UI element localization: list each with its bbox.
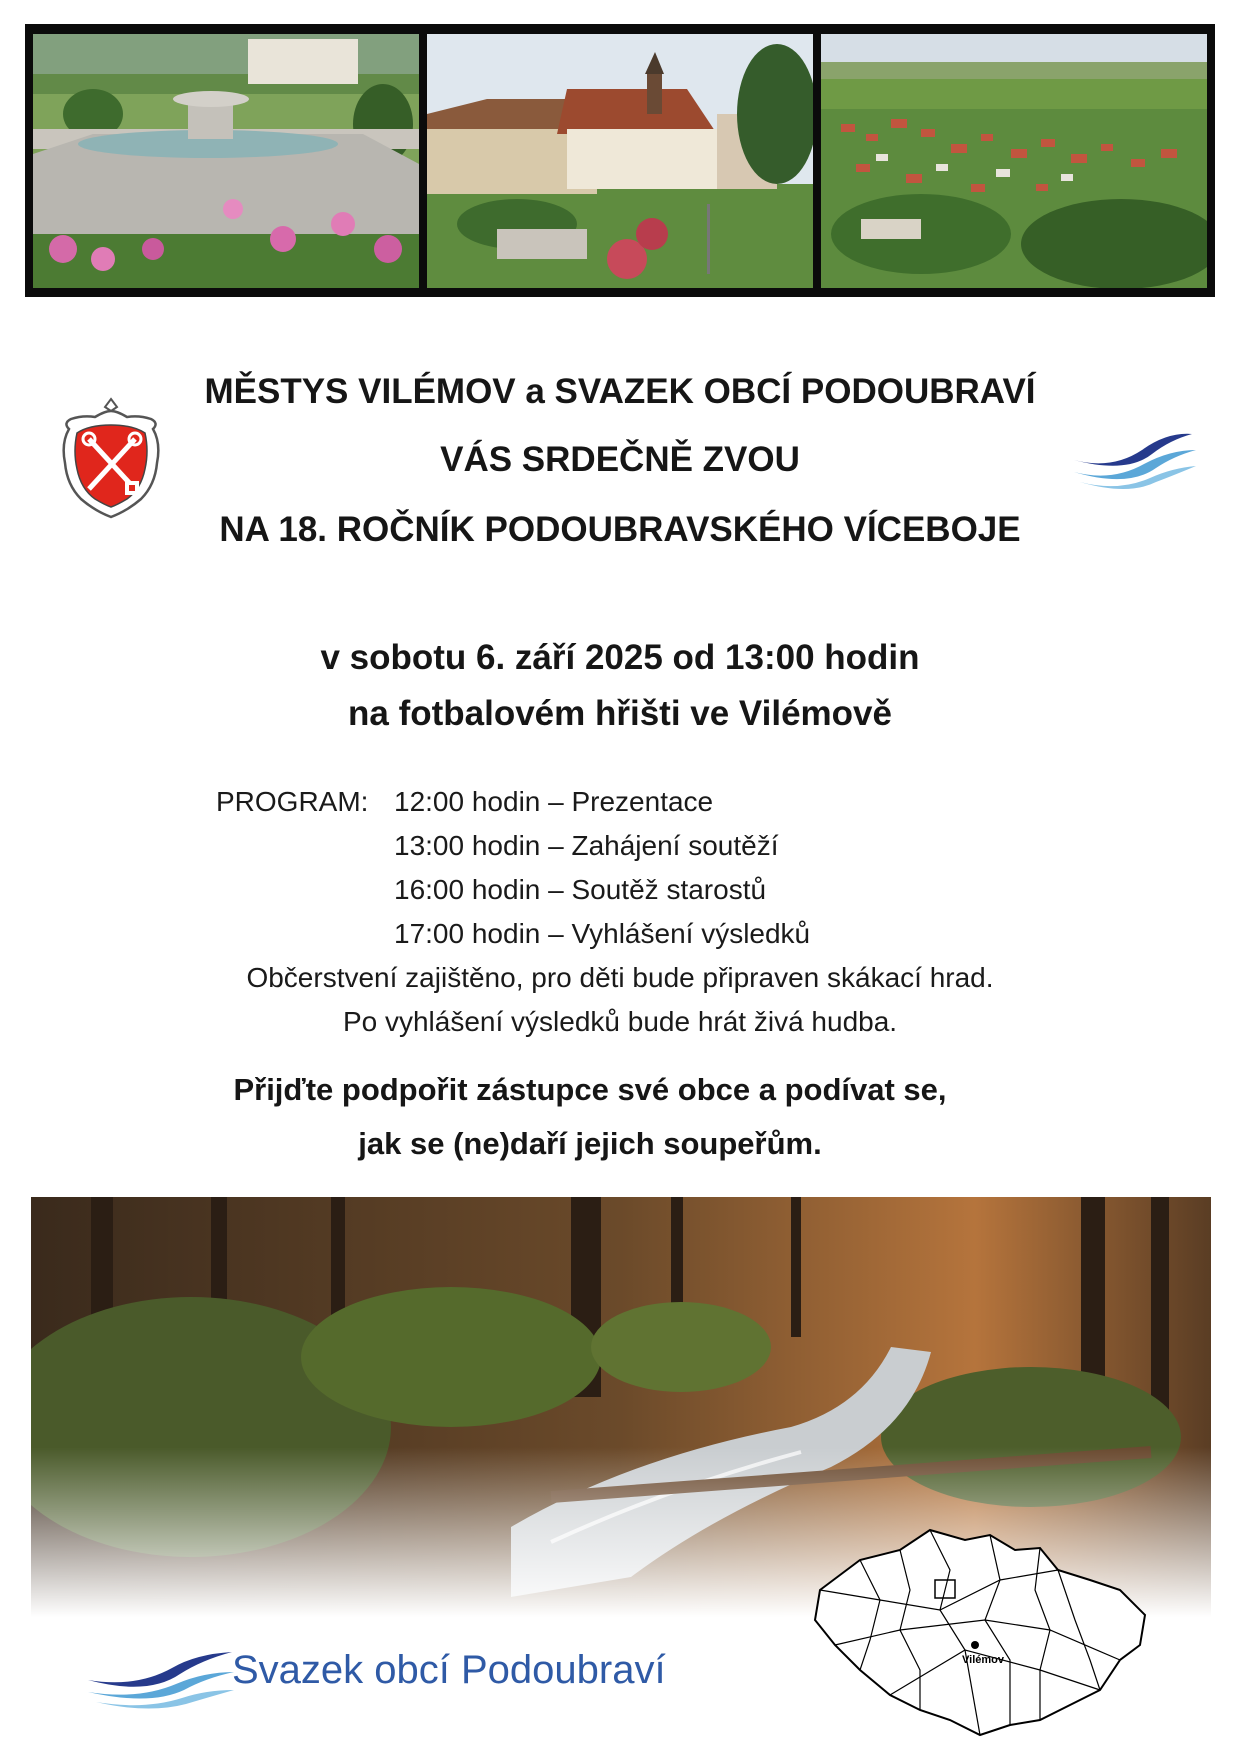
program-item: 17:00 hodin – Vyhlášení výsledků (394, 918, 811, 949)
aerial-town-photo (821, 34, 1207, 288)
program-item: 13:00 hodin – Zahájení soutěží (394, 830, 779, 861)
headline-organizers: MĚSTYS VILÉMOV a SVAZEK OBCÍ PODOUBRAVÍ (204, 372, 1036, 411)
map-marker-icon (971, 1641, 979, 1649)
call-to-action-line: Přijďte podpořit zástupce své obce a podívat se, (233, 1072, 947, 1107)
photo-strip (25, 24, 1215, 297)
headline-invitation: VÁS SRDEČNĚ ZVOU (440, 440, 800, 479)
event-date: v sobotu 6. září 2025 od 13:00 hodin (320, 638, 920, 677)
program-label: PROGRAM: (216, 786, 369, 817)
music-note: Po vyhlášení výsledků bude hrát živá hudba. (342, 1006, 898, 1037)
fountain-photo (33, 34, 419, 288)
headline-event-title: NA 18. ROČNÍK PODOUBRAVSKÉHO VÍCEBOJE (219, 510, 1021, 549)
wave-logo-icon (86, 1640, 236, 1710)
refreshments-note: Občerstvení zajištěno, pro děti bude připraven skákací hrad. (246, 962, 994, 993)
call-to-action-line: jak se (ne)daří jejich soupeřům. (358, 1126, 822, 1161)
town-square-photo (427, 34, 813, 288)
czech-map (800, 1520, 1160, 1746)
organization-name: Svazek obcí Podoubraví (232, 1648, 666, 1692)
event-place: na fotbalovém hřišti ve Vilémově (348, 694, 892, 733)
map-marker-label: Vilémov (962, 1654, 1004, 1666)
program-item: 12:00 hodin – Prezentace (394, 786, 714, 817)
program-item: 16:00 hodin – Soutěž starostů (394, 874, 767, 905)
